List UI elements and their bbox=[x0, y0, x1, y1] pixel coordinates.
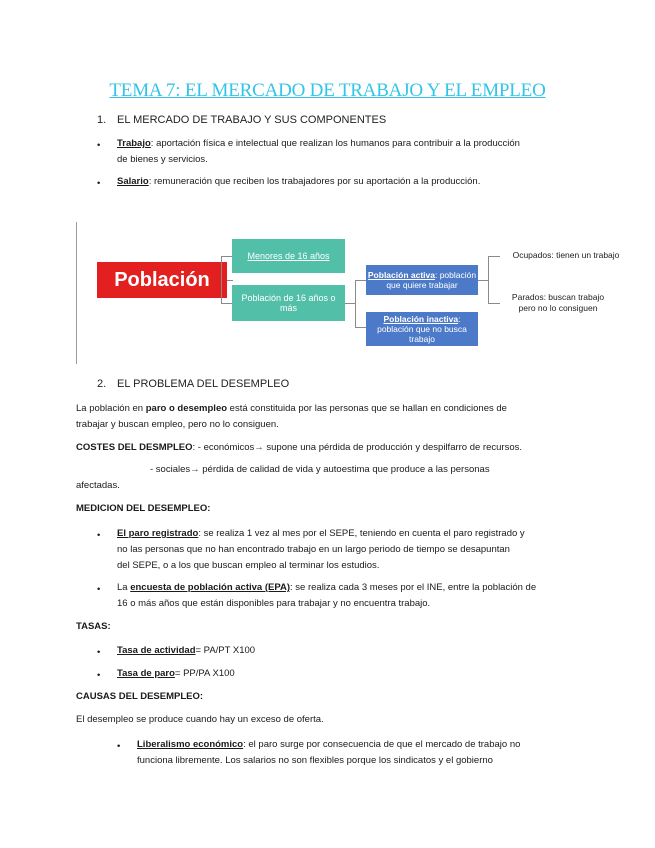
definition: : remuneración que reciben los trabajadores por su aportación a la producción. bbox=[148, 176, 481, 187]
label-bold: COSTES DEL DESMPLEO bbox=[76, 442, 193, 453]
section-1-heading bbox=[97, 114, 386, 126]
diagram-border bbox=[76, 222, 77, 364]
bullet-icon: • bbox=[97, 584, 101, 595]
bullet-icon: • bbox=[97, 647, 101, 658]
text-bold: paro o desempleo bbox=[145, 403, 228, 414]
connector bbox=[488, 256, 489, 304]
text: La población en bbox=[76, 403, 146, 414]
box-text: que quiere trabajar bbox=[386, 280, 458, 290]
bullet-epa bbox=[117, 580, 578, 612]
bullet-icon: • bbox=[97, 530, 101, 541]
box-poblacion-inactiva bbox=[366, 312, 478, 346]
heading-tasas: TASAS: bbox=[76, 621, 111, 632]
term: El paro registrado bbox=[117, 528, 199, 539]
text: está constituida por las personas que se hallan en condiciones de bbox=[227, 403, 507, 414]
text: : - económicos→ supone una pérdida de producción y despilfarro de recursos. bbox=[192, 442, 523, 453]
connector bbox=[227, 280, 233, 281]
text: funciona libremente. Los salarios no son flexibles porque los sindicatos y el gobierno bbox=[137, 755, 493, 766]
note-line: Parados: buscan trabajo bbox=[511, 292, 605, 302]
paragraph-causas-intro: El desempleo se produce cuando hay un exceso de oferta. bbox=[76, 714, 324, 725]
text: : el paro surge por consecuencia de que el mercado de trabajo no bbox=[243, 739, 521, 750]
text: del SEPE, o a los que buscan empleo al terminar los estudios. bbox=[117, 560, 380, 571]
bullet-salario bbox=[117, 174, 587, 190]
box-text: población que no busca bbox=[377, 324, 467, 334]
bullet-icon: • bbox=[97, 140, 101, 151]
document-title: TEMA 7: EL MERCADO DE TRABAJO Y EL EMPLEO bbox=[109, 80, 546, 101]
box-text: : bbox=[458, 314, 461, 324]
bullet-icon: • bbox=[117, 741, 121, 752]
bullet-trabajo bbox=[117, 136, 587, 168]
connector bbox=[221, 256, 222, 304]
bullet-tasa-actividad bbox=[117, 643, 517, 659]
bullet-tasa-paro bbox=[117, 666, 517, 682]
section-title: EL MERCADO DE TRABAJO Y SUS COMPONENTES bbox=[117, 114, 387, 126]
paragraph-costes-2-end: afectadas. bbox=[76, 480, 120, 491]
text: no las personas que no han encontrado trabajo en un largo periodo de tiempo se desapuntan bbox=[117, 544, 510, 555]
paragraph-costes-1 bbox=[76, 440, 578, 456]
paragraph-intro bbox=[76, 401, 578, 433]
note-parados bbox=[498, 292, 618, 314]
text: : se realiza 1 vez al mes por el SEPE, teniendo en cuenta el paro registrado y bbox=[198, 528, 525, 539]
term: Población activa bbox=[367, 270, 435, 280]
box-text: : población bbox=[434, 270, 477, 280]
box-menores: Menores de 16 años bbox=[232, 239, 345, 273]
connector bbox=[478, 280, 488, 281]
term: Tasa de paro bbox=[117, 668, 175, 679]
text: La bbox=[117, 582, 131, 593]
heading-medicion: MEDICION DEL DESEMPLEO: bbox=[76, 503, 211, 514]
connector bbox=[488, 256, 500, 257]
connector bbox=[345, 303, 355, 304]
section-number: 2. bbox=[97, 378, 107, 390]
note-ocupados: Ocupados: tienen un trabajo bbox=[512, 250, 620, 260]
section-title: EL PROBLEMA DEL DESEMPLEO bbox=[117, 378, 290, 390]
connector bbox=[355, 280, 356, 328]
note-line: pero no lo consiguen bbox=[518, 303, 598, 313]
box-mayores: Población de 16 años o más bbox=[232, 285, 345, 321]
text: 16 o más años que están disponibles para trabajar y no encuentra trabajo. bbox=[117, 598, 431, 609]
bullet-icon: • bbox=[97, 670, 101, 681]
term: Liberalismo económico bbox=[137, 739, 244, 750]
text: : se realiza cada 3 meses por el INE, entre la población de bbox=[290, 582, 537, 593]
definition-line: de bienes y servicios. bbox=[117, 154, 208, 165]
box-text: trabajo bbox=[409, 334, 435, 344]
term: encuesta de población activa (EPA) bbox=[130, 582, 291, 593]
heading-causas: CAUSAS DEL DESEMPLEO: bbox=[76, 691, 204, 702]
paragraph-costes-2: - sociales→ pérdida de calidad de vida y autoestima que produce a las personas bbox=[150, 464, 490, 475]
bullet-paro-registrado bbox=[117, 526, 578, 574]
term: Salario bbox=[117, 176, 149, 187]
population-diagram bbox=[76, 222, 636, 364]
text: trabajar y buscan empleo, pero no lo consiguen. bbox=[76, 419, 279, 430]
box-poblacion-activa bbox=[366, 265, 478, 295]
formula: = PP/PA X100 bbox=[174, 668, 235, 679]
term: Trabajo bbox=[117, 138, 151, 149]
diagram-root-poblacion: Población bbox=[97, 262, 227, 298]
term: Tasa de actividad bbox=[117, 645, 196, 656]
formula: = PA/PT X100 bbox=[195, 645, 256, 656]
section-number: 1. bbox=[97, 114, 107, 126]
bullet-icon: • bbox=[97, 178, 101, 189]
section-2-heading bbox=[97, 378, 289, 390]
definition-line: : aportación física e intelectual que realizan los humanos para contribuir a la producción bbox=[150, 138, 520, 149]
bullet-liberalismo bbox=[137, 737, 578, 769]
term: Población inactiva bbox=[383, 314, 459, 324]
